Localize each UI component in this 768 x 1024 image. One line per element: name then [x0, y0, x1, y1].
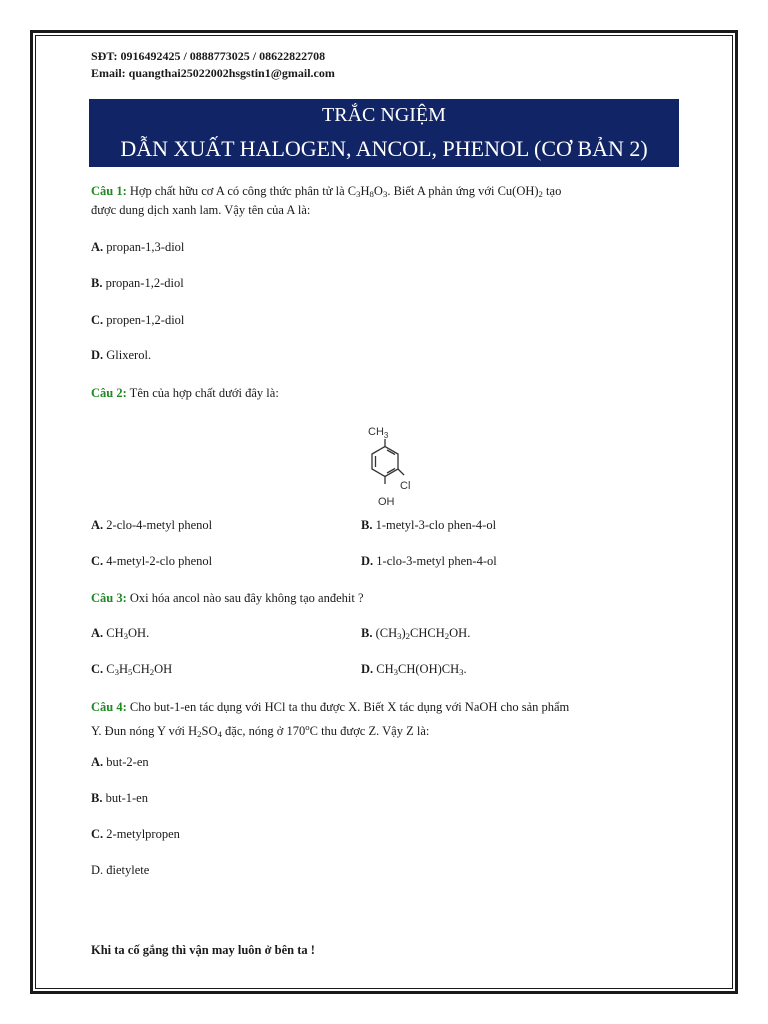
- question-1-line-1: Câu 1: Hợp chất hữu cơ A có công thức phân tử là $C_3H_8O_3$. Biết A phản ứng với $Cu(OH)_2$ tạo: [91, 184, 562, 199]
- contact-phone: SĐT: 0916492425 / 0888773025 / 08622822708: [91, 49, 326, 63]
- question-2-label: Câu 2:: [91, 386, 127, 400]
- question-4-option-b: B. but-1-en: [91, 791, 148, 805]
- question-2-text: Câu 2: Tên của hợp chất dưới đây là:: [91, 386, 279, 400]
- question-4-line-1: Câu 4: Cho but-1-en tác dụng với HCl ta thu được X. Biết X tác dụng với NaOH cho sản phẩm: [91, 700, 570, 714]
- title-line-2: DẪN XUẤT HALOGEN, ANCOL, PHENOL (CƠ BẢN 2): [120, 136, 648, 161]
- title-line-1: TRẮC NGIỆM: [322, 104, 446, 126]
- question-3-option-b: B. $(CH_3)_2CHCH_2OH$.: [361, 626, 471, 641]
- question-4-label: Câu 4:: [91, 700, 127, 714]
- question-3-label: Câu 3:: [91, 591, 127, 605]
- question-3-option-d: D. $CH_3CH(OH)CH_3$.: [361, 662, 467, 677]
- question-2-option-b: B. 1-metyl-3-clo phen-4-ol: [361, 518, 497, 532]
- footer-motto: Khi ta cố gắng thì vận may luôn ở bên ta !: [91, 943, 315, 957]
- question-1-option-a: A. propan-1,3-diol: [91, 240, 185, 254]
- title-banner: [89, 99, 679, 167]
- question-1-option-c: C. propen-1,2-diol: [91, 313, 185, 327]
- question-3-option-c: C. $C_3H_5CH_2OH$: [91, 662, 173, 677]
- question-1-label: Câu 1:: [91, 184, 127, 198]
- question-2-option-c: C. 4-metyl-2-clo phenol: [91, 554, 213, 568]
- question-3-text: Câu 3: Oxi hóa ancol nào sau đây không tạo anđehit ?: [91, 591, 364, 605]
- contact-email: Email: quangthai25022002hsgstin1@gmail.com: [91, 66, 335, 80]
- methyl-label: $CH_3$: [368, 426, 389, 440]
- question-1-line-2: được dung dịch xanh lam. Vậy tên của A là:: [91, 203, 311, 217]
- chemical-structure-diagram: [340, 413, 440, 513]
- chlorine-label: Cl: [400, 480, 411, 492]
- question-3-option-a: A. $CH_3OH$.: [91, 626, 150, 641]
- question-2-option-a: A. 2-clo-4-metyl phenol: [91, 518, 213, 532]
- question-1-option-d: D. Glixerol.: [91, 348, 152, 362]
- question-4-option-c: C. 2-metylpropen: [91, 827, 180, 841]
- question-4-option-a: A. but-2-en: [91, 755, 149, 769]
- hydroxyl-label: OH: [378, 496, 395, 508]
- question-2-option-d: D. 1-clo-3-metyl phen-4-ol: [361, 554, 497, 568]
- question-4-line-2: Y. Đun nóng Y với $H_2SO_4$ đặc, nóng ở 170$^o$C thu được Z. Vậy Z là:: [91, 722, 430, 740]
- question-1-option-b: B. propan-1,2-diol: [91, 276, 184, 290]
- question-4-option-d: D. đietylete: [91, 863, 150, 877]
